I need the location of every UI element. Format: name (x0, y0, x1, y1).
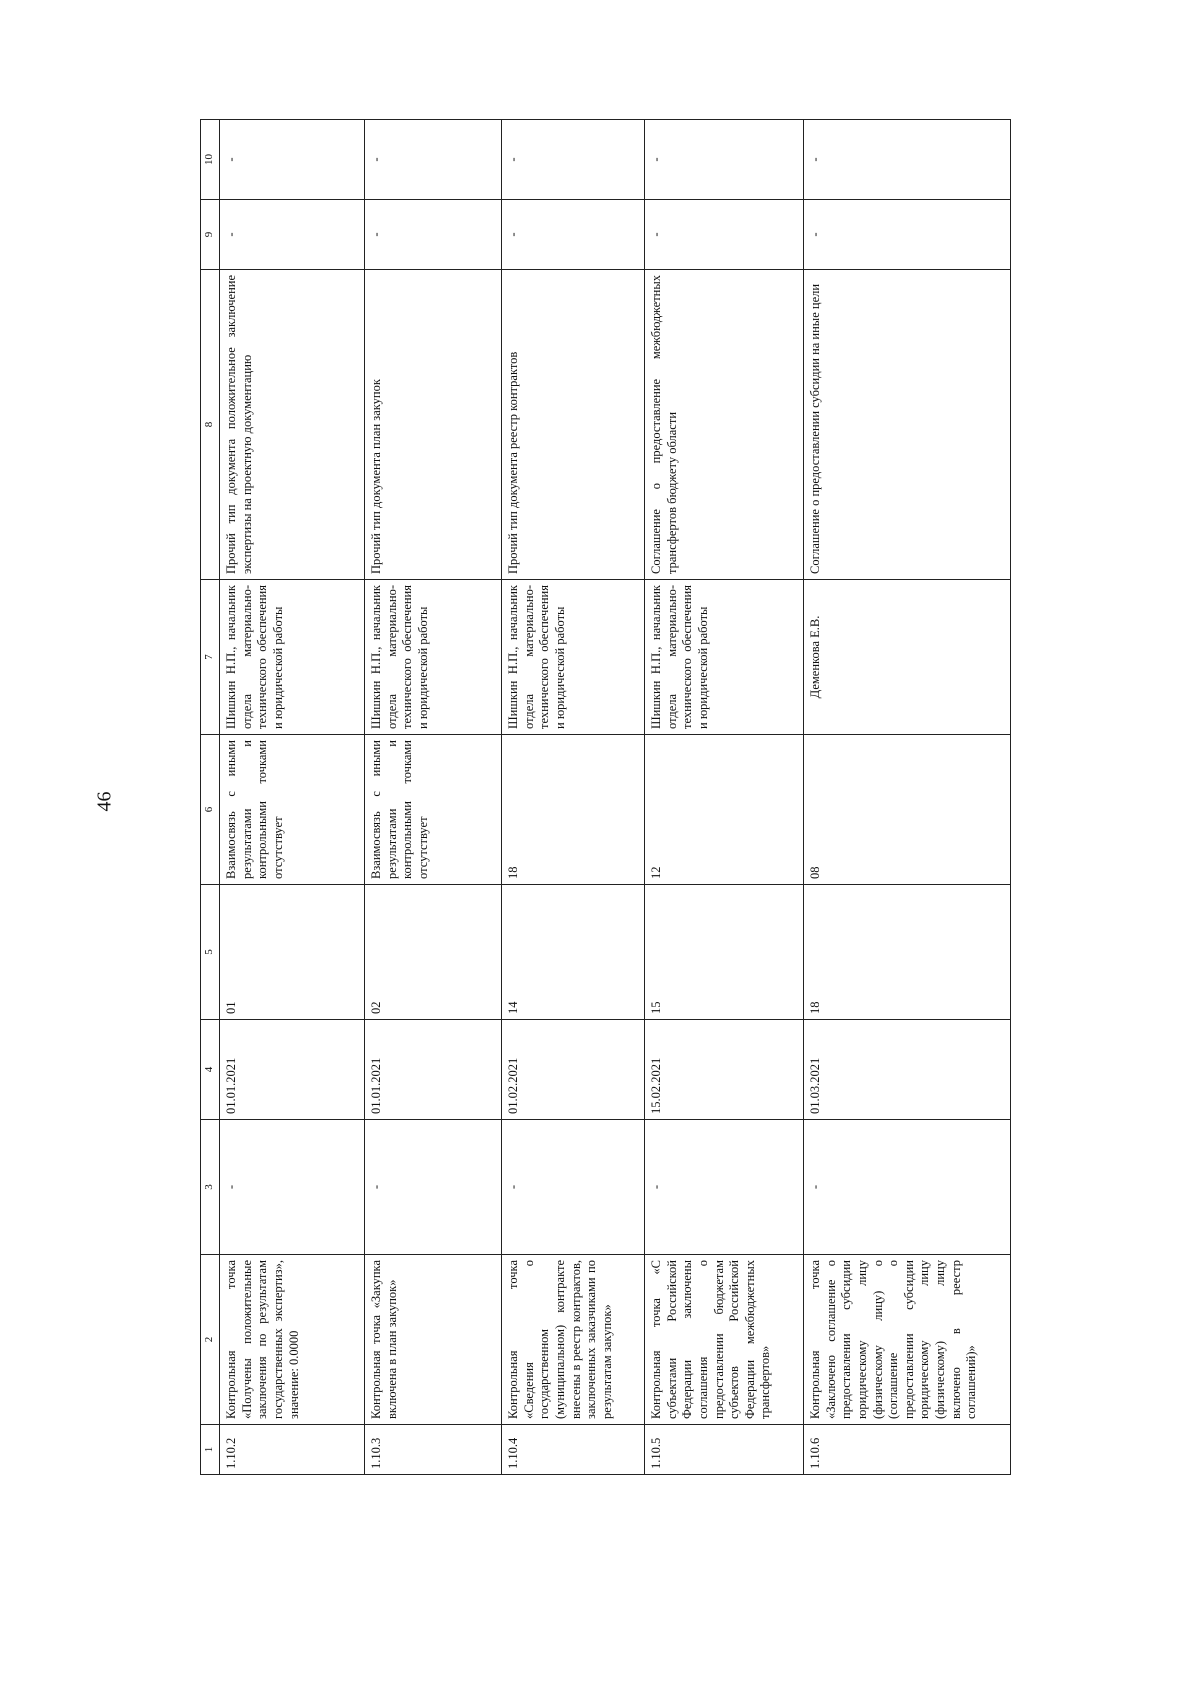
cell-col5: 01 (220, 885, 365, 1020)
header-cell: 1 (201, 1425, 220, 1475)
document-type: Соглашение о предоставление межбюджетных трансфертов бюджету области (645, 270, 804, 580)
cell-col3: - (502, 1120, 645, 1255)
header-cell: 5 (201, 885, 220, 1020)
row-number: 1.10.2 (220, 1425, 365, 1475)
cell-col10: - (502, 120, 645, 200)
responsible-person: Шишкин Н.П., начальник отдела материально-технического обеспечения и юридической работы (220, 580, 365, 735)
cell-col9: - (220, 200, 365, 270)
date-cell: 01.01.2021 (220, 1020, 365, 1120)
row-number: 1.10.5 (645, 1425, 804, 1475)
document-type: Прочий тип документа реестр контрактов (502, 270, 645, 580)
document-type: Прочий тип документа положительное заключение экспертизы на проектную документацию (220, 270, 365, 580)
header-cell: 6 (201, 735, 220, 885)
control-point-name: Контрольная точка «С субъектами Российской Федерации заключены соглашения о предоставлении бюджетам субъектов Российской Федерации межбюджетных трансфертов» (645, 1255, 804, 1425)
table-row (220, 120, 365, 1475)
cell-col5: 18 (804, 885, 1011, 1020)
cell-col9: - (502, 200, 645, 270)
header-cell: 3 (201, 1120, 220, 1255)
control-point-name: Контрольная точка «Сведения о государственном (муниципальном) контракте внесены в реестр контрактов, заключенных заказчиками по результатам закупок» (502, 1255, 645, 1425)
table-row (804, 120, 1011, 1475)
date-cell: 01.01.2021 (365, 1020, 502, 1120)
cell-col5: 15 (645, 885, 804, 1020)
document-type: Прочий тип документа план закупок (365, 270, 502, 580)
rotated-table-container (200, 120, 1075, 1475)
header-cell: 8 (201, 270, 220, 580)
responsible-person: Шишкин Н.П., начальник отдела материально-технического обеспечения и юридической работы (365, 580, 502, 735)
cell-col10: - (220, 120, 365, 200)
table-row (502, 120, 645, 1475)
relationship-cell: Взаимосвязь с иными результатами и контрольными точками отсутствует (220, 735, 365, 885)
responsible-person: Шишкин Н.П., начальник отдела материально-технического обеспечения и юридической работы (502, 580, 645, 735)
date-cell: 01.02.2021 (502, 1020, 645, 1120)
cell-col3: - (220, 1120, 365, 1255)
date-cell: 15.02.2021 (645, 1020, 804, 1120)
cell-col10: - (804, 120, 1011, 200)
cell-col5: 14 (502, 885, 645, 1020)
cell-col3: - (804, 1120, 1011, 1255)
cell-col3: - (645, 1120, 804, 1255)
row-number: 1.10.6 (804, 1425, 1011, 1475)
responsible-person: Шишкин Н.П., начальник отдела материально-технического обеспечения и юридической работы (645, 580, 804, 735)
cell-col9: - (804, 200, 1011, 270)
table-row (645, 120, 804, 1475)
responsible-person: Деменкова Е.В. (804, 580, 1011, 735)
row-number: 1.10.4 (502, 1425, 645, 1475)
control-point-name: Контрольная точка «Заключено соглашение о предоставлении субсидии юридическому лицу (физическому лицу) о (соглашение о предоставлении субсидии юридическому лицу (физическому) лицу включено в реестр соглашений)» (804, 1255, 1011, 1425)
header-cell: 4 (201, 1020, 220, 1120)
cell-col3: - (365, 1120, 502, 1255)
control-point-name: Контрольная точка «Закупка включена в план закупок» (365, 1255, 502, 1425)
control-points-table (200, 119, 1011, 1475)
row-number: 1.10.3 (365, 1425, 502, 1475)
date-cell: 01.03.2021 (804, 1020, 1011, 1120)
relationship-cell: 08 (804, 735, 1011, 885)
cell-col9: - (365, 200, 502, 270)
cell-col10: - (365, 120, 502, 200)
relationship-cell: 18 (502, 735, 645, 885)
relationship-cell: Взаимосвязь с иными результатами и контрольными точками отсутствует (365, 735, 502, 885)
cell-col9: - (645, 200, 804, 270)
header-row (201, 120, 220, 1475)
page-number: 46 (93, 791, 116, 812)
document-type: Соглашение о предоставлении субсидии на иные цели (804, 270, 1011, 580)
cell-col5: 02 (365, 885, 502, 1020)
header-cell: 10 (201, 120, 220, 200)
cell-col10: - (645, 120, 804, 200)
control-point-name: Контрольная точка «Получены положительные заключения по результатам государственных экспертиз», значение: 0.0000 (220, 1255, 365, 1425)
relationship-cell: 12 (645, 735, 804, 885)
table-row (365, 120, 502, 1475)
header-cell: 9 (201, 200, 220, 270)
header-cell: 2 (201, 1255, 220, 1425)
header-cell: 7 (201, 580, 220, 735)
